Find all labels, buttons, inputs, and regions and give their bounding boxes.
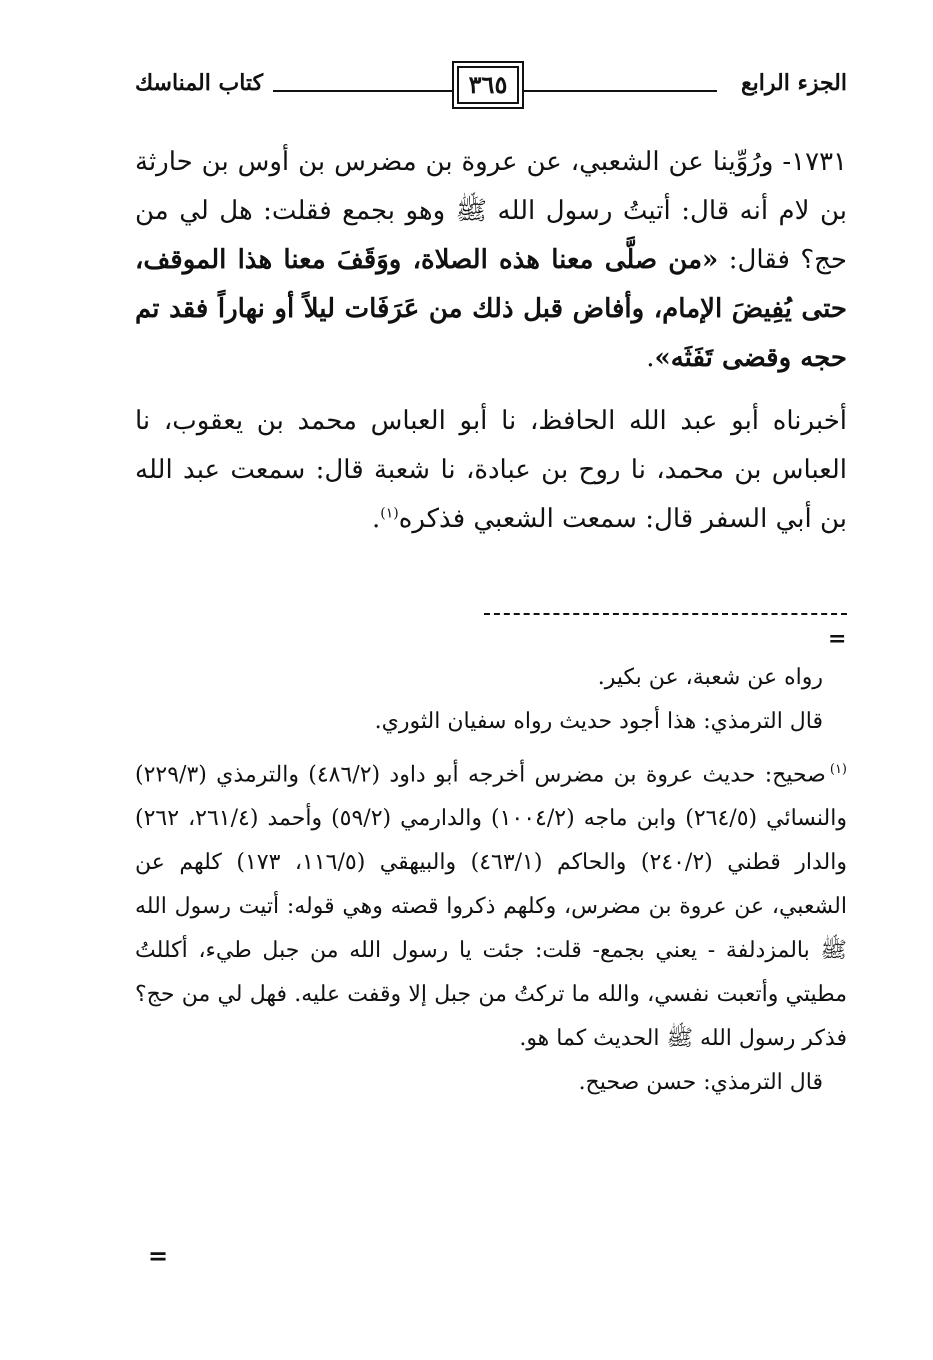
hadith-paragraph <box>135 138 847 383</box>
hadith-intro: ١٧٣١- ورُوِّينا عن الشعبي، عن عروة بن مضرس بن أوس بن حارثة بن لام أنه قال: أتيتُ رسول الله ﷺ وهو بجمع فقلت: هل لي من حج؟ فقال: <box>135 147 847 275</box>
footnotes <box>135 656 847 1105</box>
continuation-mark: = <box>828 626 847 652</box>
header-rule <box>521 90 717 92</box>
main-text <box>135 138 847 544</box>
footnote-1 <box>135 748 847 1061</box>
header-rule <box>273 90 453 92</box>
end-mark: = <box>148 1241 169 1270</box>
footnote-separator <box>484 613 847 615</box>
book-title: كتاب المناسك <box>135 70 264 96</box>
isnad-paragraph: أخبرناه أبو عبد الله الحافظ، نا أبو العباس محمد بن يعقوب، نا العباس بن محمد، نا روح بن عبادة، نا شعبة قال: سمعت عبد الله بن أبي السفر قال: سمعت الشعبي فذكره$^{(١)}$. <box>135 406 847 534</box>
hadith-end: . <box>646 343 655 373</box>
footnote-text: صحيح: حديث عروة بن مضرس أخرجه أبو داود (٤٨٦/٢) والترمذي (٢٢٩/٣) والنسائي (٢٦٤/٥) وابن ماجه (١٠٠٤/٢) والدارمي (٥٩/٢) وأحمد (٢٦١/٤، ٢٦٢) والدار قطني (٢٤٠/٢) والحاكم (٤٦٣/١) والبيهقي (١١٦/٥، ١٧٣) كلهم عن الشعبي، عن عروة بن مضرس، وكلهم ذكروا قصته وهي قوله: أتيت رسول الله ﷺ بالمزدلفة - يعني بجمع- قلت: جئت يا رسول الله من جبل طيء، أكللتُ مطيتي وأتعبت نفسي، والله ما تركتُ من جبل إلا وقفت عليه. فهل لي من حج؟ فذكر رسول الله ﷺ الحديث كما هو. <box>135 762 847 1052</box>
note-line: قال الترمذي: حسن صحيح. <box>578 1070 823 1096</box>
page-number: ٣٦٥ <box>457 66 519 104</box>
running-header <box>135 66 847 110</box>
note-line: رواه عن شعبة، عن بكير. <box>597 665 823 690</box>
isnad-text: أخبرناه أبو عبد الله الحافظ، نا أبو العباس محمد بن يعقوب، نا العباس بن محمد، نا روح بن عبادة، نا شعبة قال: سمعت عبد الله بن أبي السفر قال: سمعت الشعبي فذكره <box>135 406 847 534</box>
footnote-marker: (١) <box>829 762 847 777</box>
volume-label: الجزء الرابع <box>740 70 847 96</box>
footnote-ref: (١) <box>380 505 399 522</box>
hadith-quote: «من صلَّى معنا هذه الصلاة، ووَقَفَ معنا هذا الموقف، حتى يُفِيضَ الإمام، وأفاض قبل ذلك من عَرَفَات ليلاً أو نهاراً فقد تم حجه وقضى تَفَثَه» <box>135 245 847 373</box>
note-line: قال الترمذي: هذا أجود حديث رواه سفيان الثوري. <box>374 709 823 734</box>
